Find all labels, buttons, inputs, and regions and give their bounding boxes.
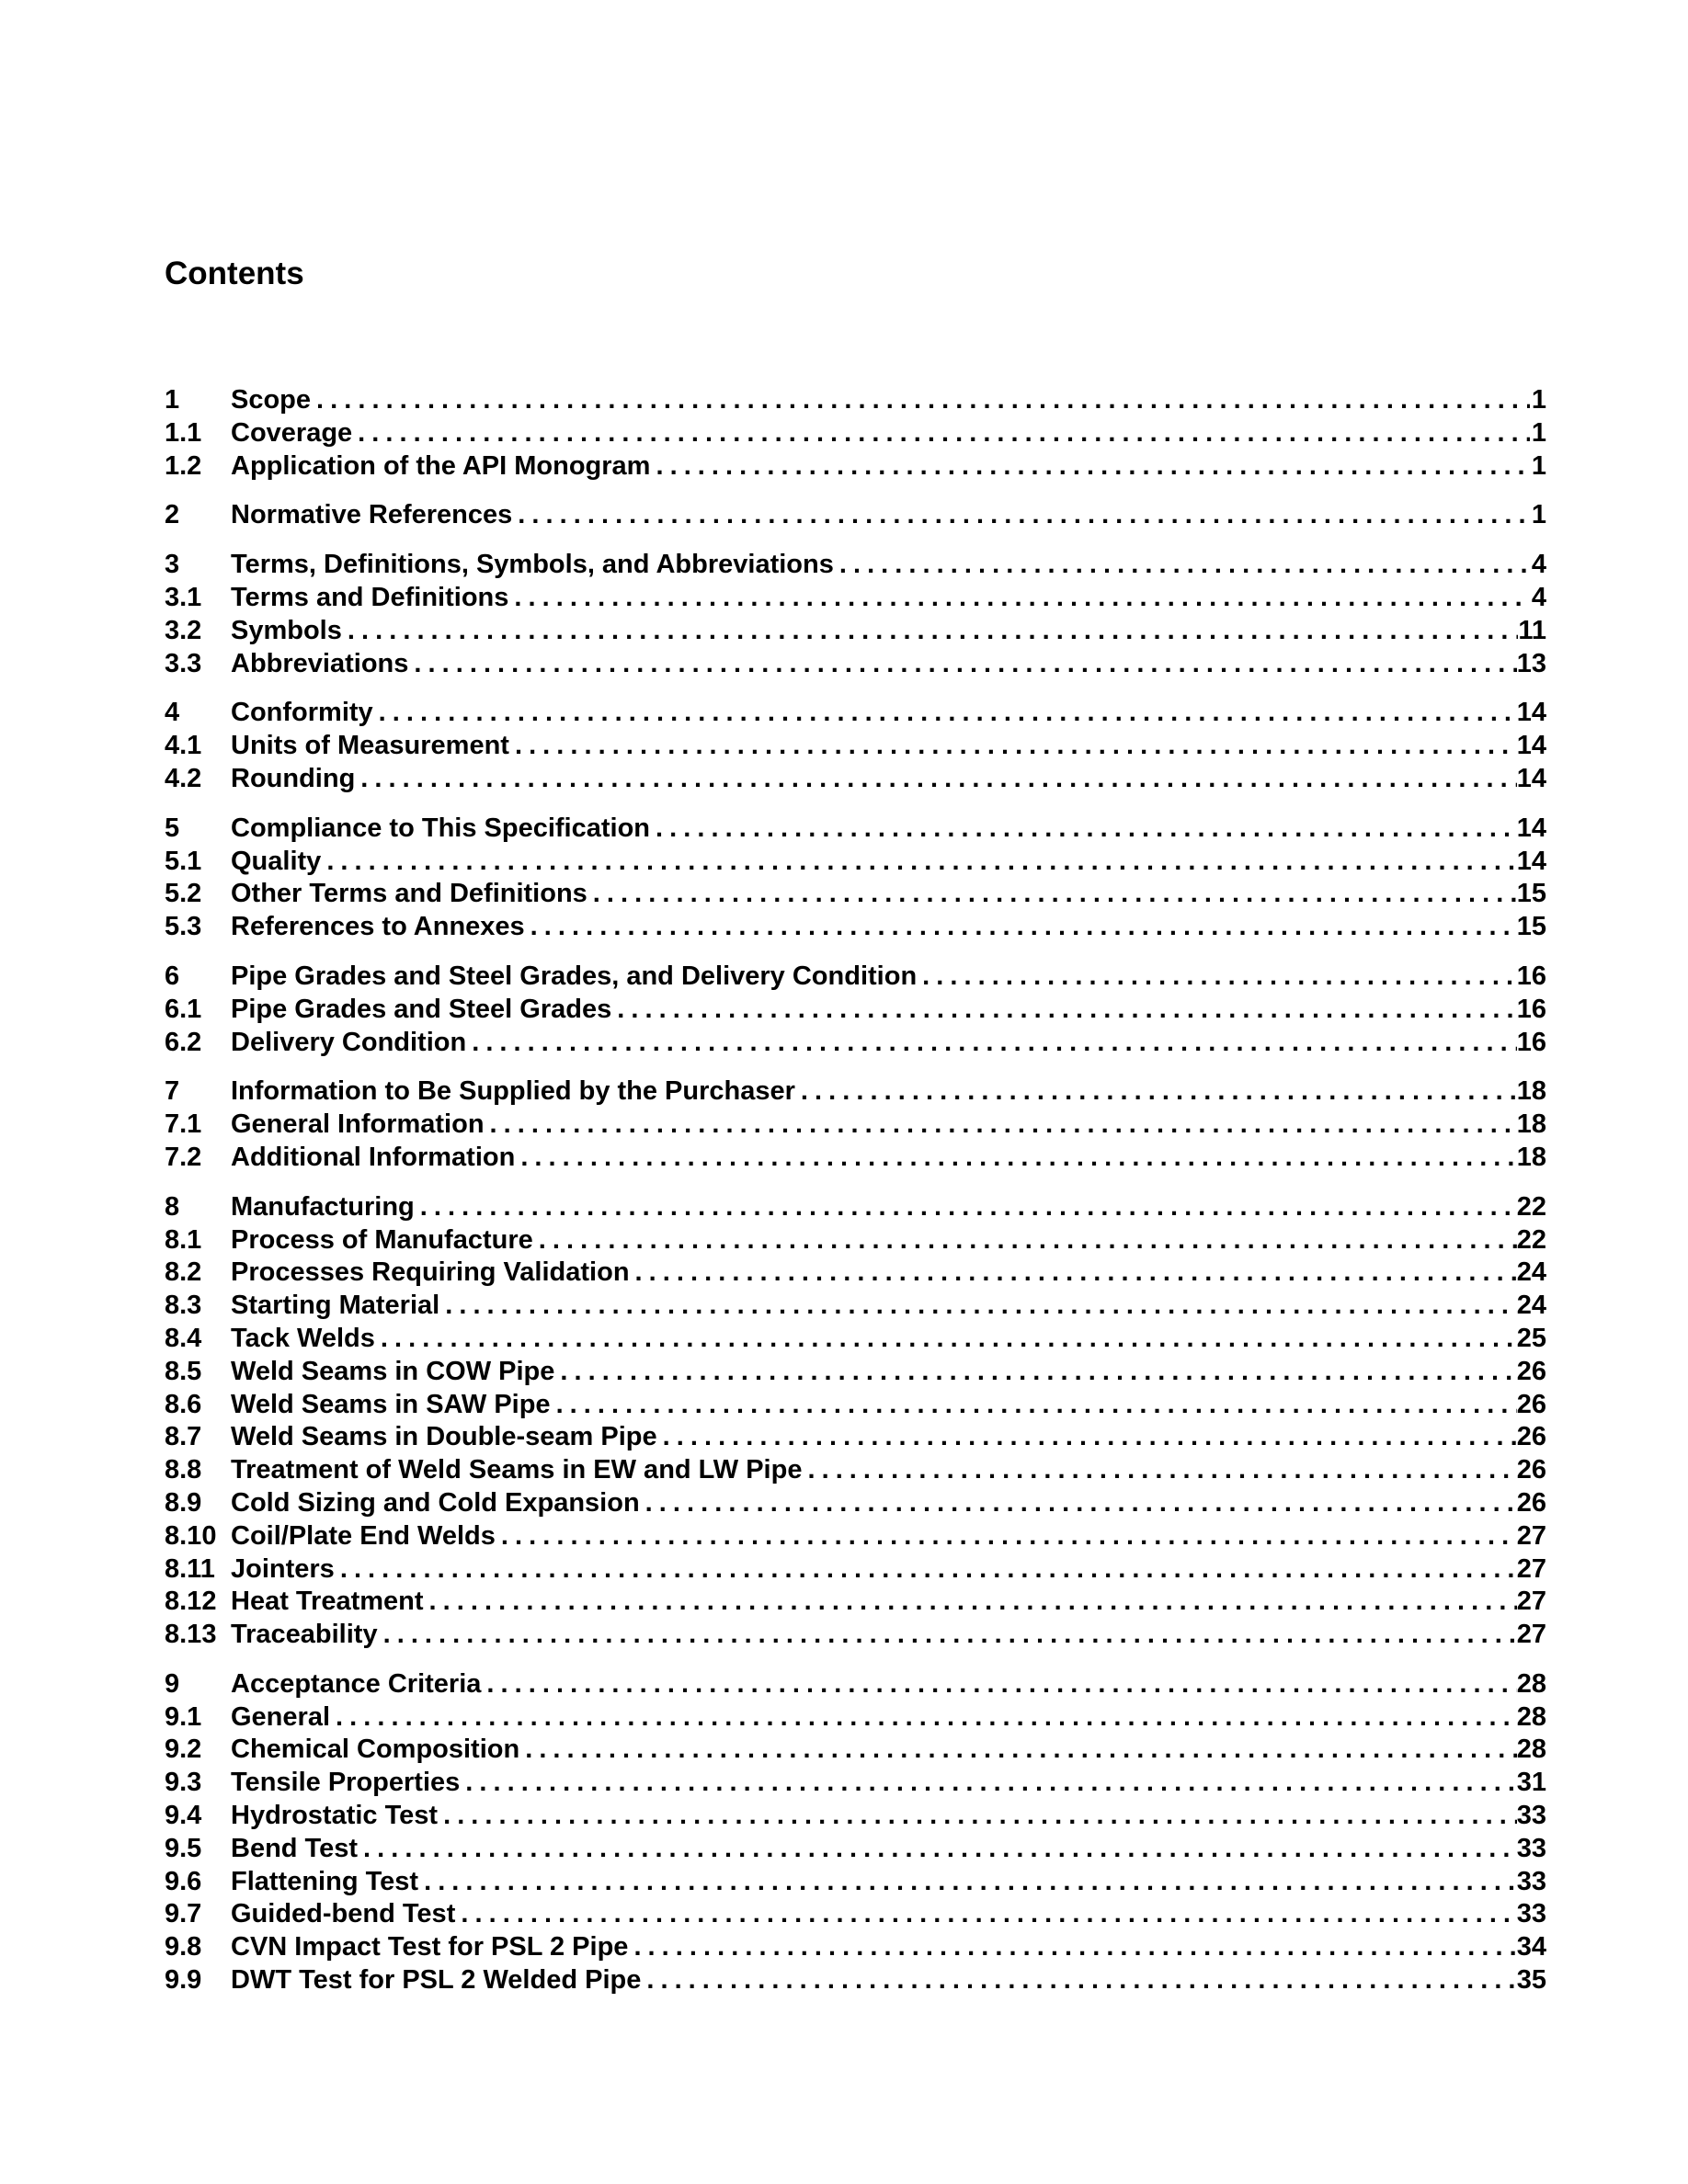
toc-dot-leader: [650, 450, 1530, 483]
toc-page-number: 27: [1516, 1553, 1546, 1584]
toc-dot-leader: [342, 615, 1518, 648]
toc-page-number: 16: [1516, 1027, 1546, 1057]
toc-section-title: Flattening Test: [231, 1866, 419, 1896]
toc-page-number: 33: [1516, 1833, 1546, 1863]
toc-section-number: 8.9: [165, 1487, 202, 1518]
toc-entry[interactable]: [165, 911, 1546, 944]
toc-section-group: [165, 1668, 1546, 1997]
toc-page-number: 33: [1516, 1866, 1546, 1896]
toc-section-number: 7.1: [165, 1109, 202, 1140]
toc-dot-leader: [466, 1027, 1517, 1060]
toc-entry[interactable]: [165, 1290, 1546, 1323]
toc-page-number: 16: [1516, 961, 1546, 991]
toc-dot-leader: [496, 1520, 1517, 1553]
toc-page-number: 14: [1516, 846, 1546, 876]
toc-entry[interactable]: [165, 1109, 1546, 1142]
toc-section-number: 9.1: [165, 1701, 202, 1732]
toc-dot-leader: [795, 1075, 1517, 1109]
toc-page-number: 26: [1516, 1356, 1546, 1386]
toc-section-number: 6: [165, 961, 180, 991]
toc-dot-leader: [438, 1800, 1517, 1833]
toc-section-number: 6.1: [165, 994, 202, 1024]
toc-section-number: 8.2: [165, 1257, 202, 1288]
toc-entry[interactable]: [165, 1356, 1546, 1389]
toc-section-title: Units of Measurement: [231, 731, 509, 761]
toc-page-number: 11: [1518, 615, 1546, 645]
toc-section-title: Treatment of Weld Seams in EW and LW Pipe: [231, 1455, 803, 1485]
toc-entry[interactable]: [165, 1224, 1546, 1257]
toc-section-number: 8: [165, 1191, 180, 1222]
toc-section-title: Acceptance Criteria: [231, 1668, 482, 1699]
toc-entry[interactable]: [165, 1668, 1546, 1701]
toc-page-number: 24: [1516, 1291, 1546, 1321]
toc-dot-leader: [519, 1734, 1517, 1767]
toc-entry[interactable]: [165, 615, 1546, 648]
toc-section-title: Coverage: [231, 417, 353, 448]
toc-entry[interactable]: [165, 1075, 1546, 1109]
toc-section-title: Tensile Properties: [231, 1768, 461, 1798]
toc-dot-leader: [418, 1866, 1517, 1899]
toc-entry[interactable]: [165, 1421, 1546, 1454]
toc-entry[interactable]: [165, 813, 1546, 846]
toc-entry[interactable]: [165, 994, 1546, 1027]
toc-page-number: 1: [1531, 500, 1546, 530]
toc-section-number: 8.11: [165, 1553, 215, 1584]
toc-dot-leader: [802, 1454, 1516, 1487]
toc-section-number: 4.1: [165, 731, 202, 761]
toc-page-number: 4: [1531, 582, 1546, 612]
toc-dot-leader: [330, 1701, 1517, 1735]
toc-page-number: 4: [1531, 550, 1546, 580]
toc-entry[interactable]: [165, 1931, 1546, 1964]
toc-dot-leader: [628, 1931, 1516, 1964]
toc-section-number: 5: [165, 813, 180, 843]
toc-section-title: Coil/Plate End Welds: [231, 1520, 496, 1551]
toc-section-title: Chemical Composition: [231, 1735, 520, 1765]
toc-dot-leader: [554, 1356, 1516, 1389]
toc-entry[interactable]: [165, 1454, 1546, 1487]
toc-page-number: 15: [1516, 879, 1546, 909]
toc-section-number: 8.5: [165, 1356, 202, 1386]
toc-section-title: Application of the API Monogram: [231, 450, 651, 481]
toc-page-number: 33: [1516, 1801, 1546, 1831]
toc-section-number: 3.3: [165, 648, 202, 678]
toc-entry[interactable]: [165, 961, 1546, 994]
toc-dot-leader: [551, 1389, 1517, 1422]
toc-section-number: 9.9: [165, 1965, 202, 1996]
toc-page-number: 26: [1516, 1487, 1546, 1518]
toc-section-number: 8.3: [165, 1291, 202, 1321]
toc-section-title: Processes Requiring Validation: [231, 1257, 630, 1288]
toc-section-number: 8.1: [165, 1224, 202, 1255]
toc-entry[interactable]: [165, 1964, 1546, 1997]
toc-section-number: 3.2: [165, 615, 202, 645]
toc-page-number: 15: [1516, 912, 1546, 942]
toc-section-group: [165, 1191, 1546, 1652]
toc-page-number: 28: [1516, 1668, 1546, 1699]
toc-dot-leader: [408, 648, 1516, 681]
toc-section-title: References to Annexes: [231, 912, 525, 942]
toc-section-title: Pipe Grades and Steel Grades: [231, 994, 612, 1024]
toc-dot-leader: [460, 1767, 1516, 1800]
toc-dot-leader: [352, 417, 1530, 450]
toc-entry[interactable]: [165, 1389, 1546, 1422]
toc-page-number: 18: [1516, 1109, 1546, 1140]
toc-section-number: 9.4: [165, 1801, 202, 1831]
toc-section-number: 9.8: [165, 1932, 202, 1962]
toc-page-number: 1: [1531, 385, 1546, 415]
toc-section-number: 7.2: [165, 1142, 202, 1172]
toc-entry[interactable]: [165, 1701, 1546, 1735]
toc-section-title: Tack Welds: [231, 1323, 375, 1353]
toc-dot-leader: [455, 1898, 1516, 1931]
toc-section-title: Pipe Grades and Steel Grades, and Delivery Condition: [231, 961, 918, 991]
toc-section-number: 7: [165, 1076, 180, 1107]
toc-section-title: Additional Information: [231, 1142, 516, 1172]
toc-entry[interactable]: [165, 1027, 1546, 1060]
toc-page-number: 35: [1516, 1965, 1546, 1996]
toc-entry[interactable]: [165, 1833, 1546, 1866]
toc-section-title: Terms and Definitions: [231, 582, 509, 612]
toc-dot-leader: [917, 961, 1517, 994]
toc-page-number: 27: [1516, 1620, 1546, 1650]
table-of-contents: [165, 384, 1546, 1997]
toc-page-number: 14: [1516, 813, 1546, 843]
toc-page-number: 28: [1516, 1701, 1546, 1732]
toc-page-number: 1: [1531, 450, 1546, 481]
toc-page-number: 22: [1516, 1191, 1546, 1222]
toc-section-title: Rounding: [231, 763, 356, 793]
toc-dot-leader: [508, 582, 1530, 615]
toc-page-number: 14: [1516, 763, 1546, 793]
toc-entry[interactable]: [165, 878, 1546, 911]
toc-section-number: 9.7: [165, 1899, 202, 1929]
toc-section-title: Information to Be Supplied by the Purchaser: [231, 1076, 795, 1107]
toc-dot-leader: [373, 697, 1517, 730]
toc-entry[interactable]: [165, 1520, 1546, 1553]
toc-section-number: 5.2: [165, 879, 202, 909]
toc-section-title: CVN Impact Test for PSL 2 Pipe: [231, 1932, 629, 1962]
toc-dot-leader: [355, 763, 1516, 796]
toc-entry[interactable]: [165, 1767, 1546, 1800]
toc-page-number: 16: [1516, 994, 1546, 1024]
toc-page-number: 18: [1516, 1076, 1546, 1107]
toc-entry[interactable]: [165, 1734, 1546, 1767]
toc-section-title: Guided-bend Test: [231, 1899, 456, 1929]
toc-entry[interactable]: [165, 1323, 1546, 1356]
toc-section-title: Symbols: [231, 615, 342, 645]
toc-section-title: Bend Test: [231, 1833, 359, 1863]
toc-page-number: 31: [1516, 1768, 1546, 1798]
toc-entry[interactable]: [165, 648, 1546, 681]
toc-entry[interactable]: [165, 384, 1546, 417]
toc-dot-leader: [358, 1833, 1517, 1866]
toc-dot-leader: [525, 911, 1517, 944]
toc-section-title: Traceability: [231, 1620, 378, 1650]
toc-entry[interactable]: [165, 697, 1546, 730]
toc-section-title: Hydrostatic Test: [231, 1801, 439, 1831]
toc-section-title: General Information: [231, 1109, 485, 1140]
toc-section-title: Terms, Definitions, Symbols, and Abbreviations: [231, 550, 834, 580]
toc-entry[interactable]: [165, 1553, 1546, 1587]
toc-entry[interactable]: [165, 763, 1546, 796]
toc-dot-leader: [641, 1964, 1516, 1997]
toc-dot-leader: [512, 499, 1530, 532]
toc-dot-leader: [650, 813, 1517, 846]
toc-section-title: Weld Seams in Double-seam Pipe: [231, 1422, 657, 1452]
toc-entry[interactable]: [165, 417, 1546, 450]
toc-page-number: 34: [1516, 1932, 1546, 1962]
toc-entry[interactable]: [165, 1487, 1546, 1520]
toc-entry[interactable]: [165, 582, 1546, 615]
toc-dot-leader: [311, 384, 1530, 417]
toc-dot-leader: [587, 878, 1517, 911]
toc-section-title: Heat Treatment: [231, 1587, 424, 1617]
toc-page-number: 24: [1516, 1257, 1546, 1288]
toc-section-title: Scope: [231, 385, 312, 415]
toc-dot-leader: [611, 994, 1517, 1027]
toc-entry[interactable]: [165, 1257, 1546, 1290]
toc-section-number: 8.7: [165, 1422, 202, 1452]
toc-dot-leader: [321, 846, 1516, 879]
toc-dot-leader: [657, 1421, 1517, 1454]
toc-section-group: [165, 384, 1546, 483]
toc-section-title: Starting Material: [231, 1291, 440, 1321]
toc-section-number: 9.3: [165, 1768, 202, 1798]
toc-section-number: 3: [165, 550, 180, 580]
toc-section-number: 1.1: [165, 417, 202, 448]
toc-page-number: 25: [1516, 1323, 1546, 1353]
toc-section-group: [165, 1075, 1546, 1174]
toc-section-number: 8.12: [165, 1587, 217, 1617]
toc-section-number: 5.1: [165, 846, 202, 876]
toc-dot-leader: [415, 1191, 1517, 1224]
toc-section-title: Weld Seams in SAW Pipe: [231, 1389, 551, 1419]
toc-dot-leader: [533, 1224, 1517, 1257]
toc-page-number: 27: [1516, 1587, 1546, 1617]
toc-page-number: 14: [1516, 698, 1546, 728]
toc-section-group: [165, 697, 1546, 795]
page-title: Contents: [165, 256, 304, 291]
toc-dot-leader: [424, 1586, 1517, 1619]
toc-section-group: [165, 961, 1546, 1059]
toc-entry[interactable]: [165, 846, 1546, 879]
toc-section-title: Delivery Condition: [231, 1027, 467, 1057]
toc-section-number: 6.2: [165, 1027, 202, 1057]
toc-page-number: 18: [1516, 1142, 1546, 1172]
toc-section-title: DWT Test for PSL 2 Welded Pipe: [231, 1965, 642, 1996]
toc-entry[interactable]: [165, 549, 1546, 582]
toc-page-number: 26: [1516, 1455, 1546, 1485]
toc-page-number: 28: [1516, 1735, 1546, 1765]
toc-section-title: Other Terms and Definitions: [231, 879, 587, 909]
toc-section-number: 9.5: [165, 1833, 202, 1863]
toc-entry[interactable]: [165, 730, 1546, 763]
toc-section-title: Abbreviations: [231, 648, 409, 678]
toc-page-number: 14: [1516, 731, 1546, 761]
toc-section-number: 3.1: [165, 582, 202, 612]
toc-section-title: Process of Manufacture: [231, 1224, 533, 1255]
toc-dot-leader: [485, 1109, 1517, 1142]
toc-section-number: 1.2: [165, 450, 202, 481]
toc-entry[interactable]: [165, 450, 1546, 483]
toc-section-title: Conformity: [231, 698, 373, 728]
toc-section-number: 8.6: [165, 1389, 202, 1419]
toc-section-number: 9.6: [165, 1866, 202, 1896]
toc-dot-leader: [630, 1257, 1517, 1290]
toc-section-title: Jointers: [231, 1553, 335, 1584]
toc-entry[interactable]: [165, 499, 1546, 532]
toc-dot-leader: [640, 1487, 1517, 1520]
toc-entry[interactable]: [165, 1800, 1546, 1833]
toc-section-number: 8.10: [165, 1520, 217, 1551]
toc-page-number: 26: [1516, 1389, 1546, 1419]
toc-page-number: 27: [1516, 1520, 1546, 1551]
toc-section-title: Manufacturing: [231, 1191, 415, 1222]
toc-entry[interactable]: [165, 1142, 1546, 1175]
toc-section-title: General: [231, 1701, 330, 1732]
toc-entry[interactable]: [165, 1191, 1546, 1224]
toc-entry[interactable]: [165, 1898, 1546, 1931]
toc-page-number: 26: [1516, 1422, 1546, 1452]
toc-dot-leader: [375, 1323, 1517, 1356]
toc-entry[interactable]: [165, 1619, 1546, 1652]
toc-page-number: 13: [1516, 648, 1546, 678]
toc-dot-leader: [439, 1290, 1517, 1323]
toc-section-group: [165, 813, 1546, 944]
toc-section-title: Normative References: [231, 500, 513, 530]
toc-dot-leader: [378, 1619, 1517, 1652]
toc-dot-leader: [335, 1553, 1517, 1587]
toc-section-number: 9: [165, 1668, 180, 1699]
toc-dot-leader: [481, 1668, 1516, 1701]
toc-section-title: Cold Sizing and Cold Expansion: [231, 1487, 640, 1518]
toc-section-number: 8.8: [165, 1455, 202, 1485]
toc-section-number: 9.2: [165, 1735, 202, 1765]
toc-section-title: Quality: [231, 846, 322, 876]
toc-section-number: 5.3: [165, 912, 202, 942]
toc-page-number: 33: [1516, 1899, 1546, 1929]
toc-section-group: [165, 499, 1546, 532]
toc-section-title: Compliance to This Specification: [231, 813, 651, 843]
toc-section-number: 4.2: [165, 763, 202, 793]
toc-entry[interactable]: [165, 1586, 1546, 1619]
toc-section-number: 2: [165, 500, 180, 530]
toc-section-number: 1: [165, 385, 180, 415]
toc-section-number: 8.4: [165, 1323, 202, 1353]
toc-dot-leader: [509, 730, 1517, 763]
toc-dot-leader: [834, 549, 1530, 582]
toc-page-number: 22: [1516, 1224, 1546, 1255]
toc-section-number: 8.13: [165, 1620, 217, 1650]
toc-entry[interactable]: [165, 1866, 1546, 1899]
toc-section-title: Weld Seams in COW Pipe: [231, 1356, 555, 1386]
toc-section-number: 4: [165, 698, 180, 728]
toc-section-group: [165, 549, 1546, 680]
toc-page-number: 1: [1531, 417, 1546, 448]
toc-dot-leader: [515, 1142, 1516, 1175]
